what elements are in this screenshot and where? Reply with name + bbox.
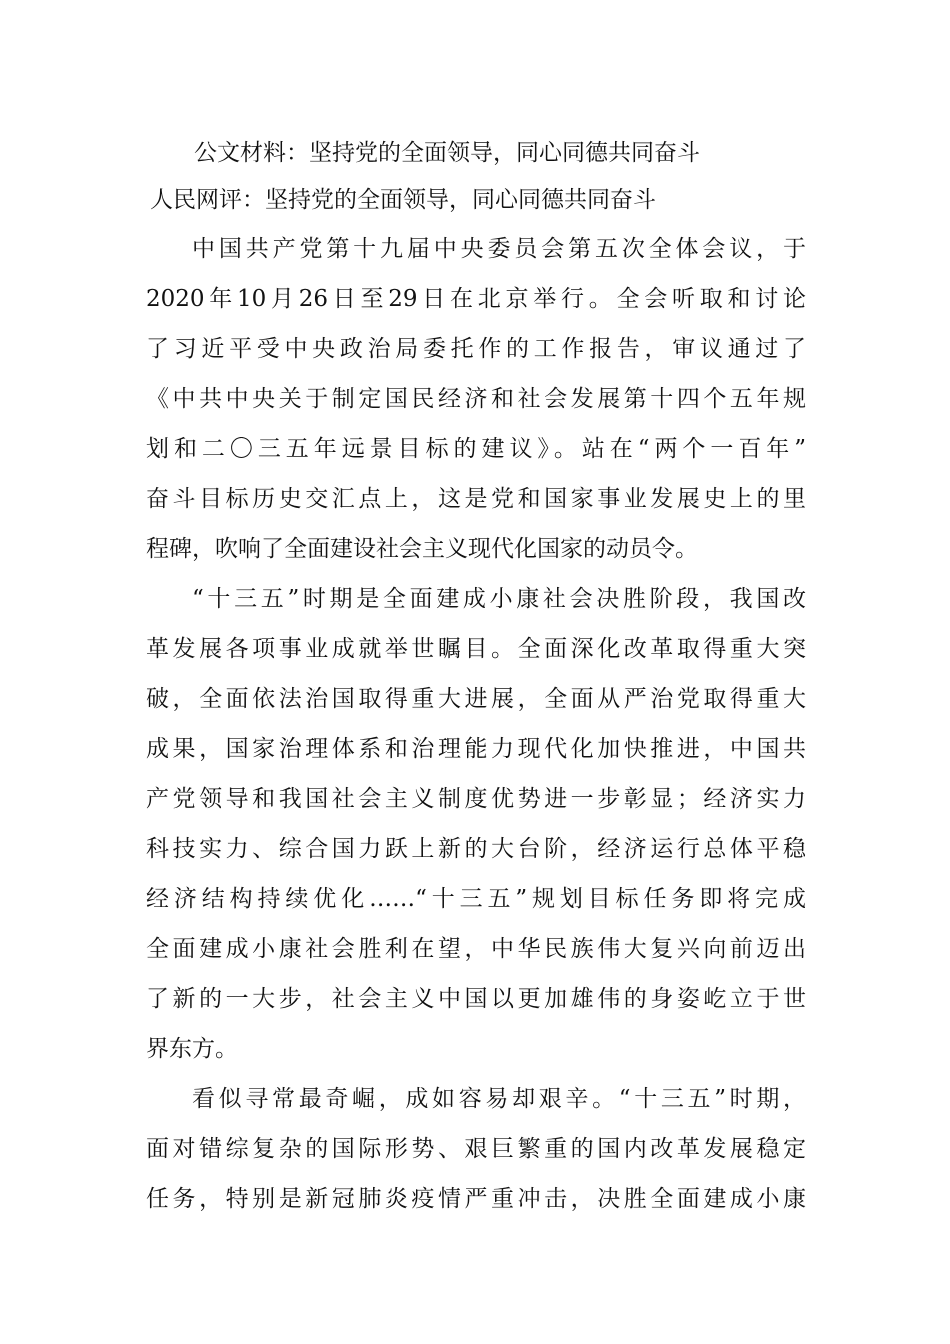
paragraph-line: 经济结构持续优化……“十三五”规划目标任务即将完成 [146, 886, 806, 912]
paragraph-line: 任务，特别是新冠肺炎疫情严重冲击，决胜全面建成小康 [146, 1186, 806, 1212]
paragraph-line: 中国共产党第十九届中央委员会第五次全体会议，于 [192, 236, 806, 262]
paragraph-line: 程碑，吹响了全面建设社会主义现代化国家的动员令。 [146, 536, 698, 562]
paragraph-line: 革发展各项事业成就举世瞩目。全面深化改革取得重大突 [146, 636, 806, 662]
paragraph-line: 了新的一大步，社会主义中国以更加雄伟的身姿屹立于世 [146, 986, 806, 1012]
paragraph-line: 产党领导和我国社会主义制度优势进一步彰显；经济实力 [146, 786, 806, 812]
paragraph-line: 科技实力、综合国力跃上新的大台阶，经济运行总体平稳 [146, 836, 806, 862]
paragraph-line: 看似寻常最奇崛，成如容易却艰辛。“十三五”时期， [192, 1086, 806, 1112]
paragraph-line: 了习近平受中央政治局委托作的工作报告，审议通过了 [146, 336, 806, 362]
paragraph-line: 2020年10月26日至29日在北京举行。全会听取和讨论 [146, 286, 806, 312]
paragraph-line: 面对错综复杂的国际形势、艰巨繁重的国内改革发展稳定 [146, 1136, 806, 1162]
document-title: 公文材料：坚持党的全面领导，同心同德共同奋斗 [194, 140, 700, 166]
paragraph-2 [146, 574, 806, 1074]
paragraph-line: 划和二〇三五年远景目标的建议》。站在“两个一百年” [146, 436, 806, 462]
paragraph-line: 奋斗目标历史交汇点上，这是党和国家事业发展史上的里 [146, 486, 806, 512]
paragraph-line: 成果，国家治理体系和治理能力现代化加快推进，中国共 [146, 736, 806, 762]
document-subtitle: 人民网评：坚持党的全面领导，同心同德共同奋斗 [150, 187, 656, 213]
paragraph-line: 全面建成小康社会胜利在望，中华民族伟大复兴向前迈出 [146, 936, 806, 962]
paragraph-line: 界东方。 [146, 1036, 238, 1062]
paragraph-line: 破，全面依法治国取得重大进展，全面从严治党取得重大 [146, 686, 806, 712]
paragraph-line: 《中共中央关于制定国民经济和社会发展第十四个五年规 [146, 386, 806, 412]
paragraph-1 [146, 224, 806, 574]
paragraph-line: “十三五”时期是全面建成小康社会决胜阶段，我国改 [192, 586, 806, 612]
paragraph-3 [146, 1074, 806, 1224]
